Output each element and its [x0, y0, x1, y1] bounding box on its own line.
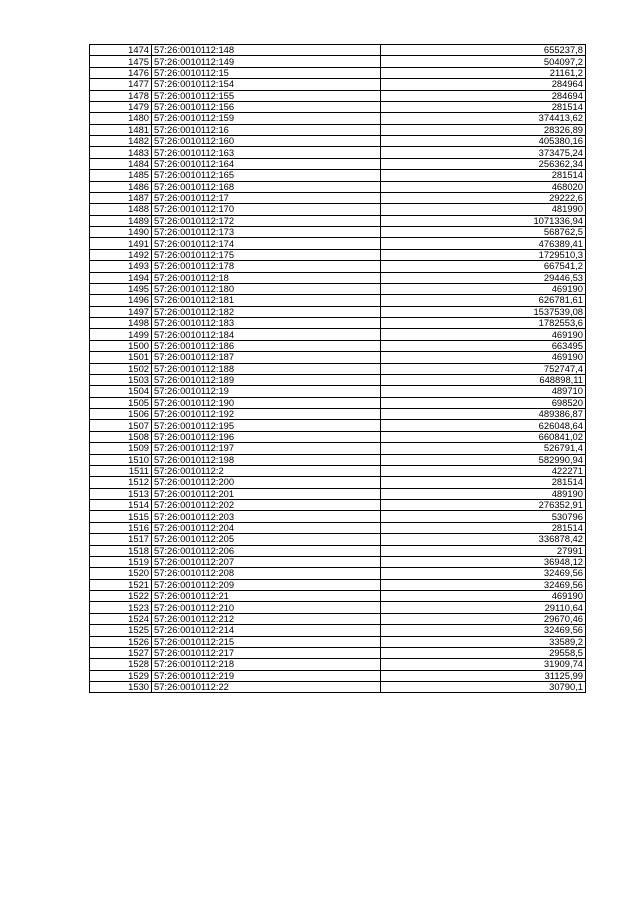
cadastral-number-cell: 57:26:0010112:182 [152, 306, 381, 317]
table-row [90, 454, 586, 465]
cadastral-value-cell: 36948,12 [381, 556, 586, 567]
row-number-cell: 1520 [90, 568, 152, 579]
table-row [90, 591, 586, 602]
cadastral-value-cell: 568762,5 [381, 227, 586, 238]
cadastral-number-cell: 57:26:0010112:2 [152, 465, 381, 476]
table-row [90, 215, 586, 226]
cadastral-number-cell: 57:26:0010112:189 [152, 374, 381, 385]
cadastral-number-cell: 57:26:0010112:197 [152, 443, 381, 454]
row-number-cell: 1528 [90, 659, 152, 670]
row-number-cell: 1523 [90, 602, 152, 613]
row-number-cell: 1481 [90, 124, 152, 135]
cadastral-number-cell: 57:26:0010112:195 [152, 420, 381, 431]
cadastral-value-cell: 276352,91 [381, 500, 586, 511]
cadastral-number-cell: 57:26:0010112:188 [152, 363, 381, 374]
cadastral-value-cell: 281514 [381, 101, 586, 112]
row-number-cell: 1487 [90, 192, 152, 203]
cadastral-value-cell: 27991 [381, 545, 586, 556]
cadastral-value-cell: 469190 [381, 591, 586, 602]
table-body [90, 45, 586, 693]
row-number-cell: 1500 [90, 340, 152, 351]
cadastral-value-cell: 667541,2 [381, 261, 586, 272]
row-number-cell: 1504 [90, 386, 152, 397]
cadastral-value-cell: 504097,2 [381, 56, 586, 67]
cadastral-value-cell: 698520 [381, 397, 586, 408]
cadastral-value-cell: 284694 [381, 90, 586, 101]
cadastral-number-cell: 57:26:0010112:209 [152, 579, 381, 590]
table-row [90, 397, 586, 408]
row-number-cell: 1527 [90, 647, 152, 658]
row-number-cell: 1492 [90, 249, 152, 260]
cadastral-number-cell: 57:26:0010112:201 [152, 488, 381, 499]
row-number-cell: 1509 [90, 443, 152, 454]
cadastral-number-cell: 57:26:0010112:163 [152, 147, 381, 158]
row-number-cell: 1483 [90, 147, 152, 158]
table-row [90, 409, 586, 420]
cadastral-value-cell: 374413,62 [381, 113, 586, 124]
cadastral-value-cell: 21161,2 [381, 67, 586, 78]
table-row [90, 329, 586, 340]
row-number-cell: 1521 [90, 579, 152, 590]
row-number-cell: 1517 [90, 534, 152, 545]
cadastral-number-cell: 57:26:0010112:205 [152, 534, 381, 545]
cadastral-value-cell: 648898,11 [381, 374, 586, 385]
cadastral-value-cell: 29670,46 [381, 613, 586, 624]
cadastral-number-cell: 57:26:0010112:217 [152, 647, 381, 658]
cadastral-value-cell: 32469,56 [381, 579, 586, 590]
cadastral-number-cell: 57:26:0010112:208 [152, 568, 381, 579]
cadastral-number-cell: 57:26:0010112:170 [152, 204, 381, 215]
cadastral-number-cell: 57:26:0010112:21 [152, 591, 381, 602]
table-row [90, 136, 586, 147]
row-number-cell: 1495 [90, 283, 152, 294]
table-row [90, 124, 586, 135]
row-number-cell: 1530 [90, 682, 152, 693]
cadastral-value-cell: 31909,74 [381, 659, 586, 670]
cadastral-value-cell: 526791,4 [381, 443, 586, 454]
cadastral-value-cell: 32469,56 [381, 568, 586, 579]
cadastral-number-cell: 57:26:0010112:214 [152, 625, 381, 636]
cadastral-value-cell: 489190 [381, 488, 586, 499]
cadastral-value-cell: 29110,64 [381, 602, 586, 613]
cadastral-value-cell: 281514 [381, 170, 586, 181]
cadastral-value-cell: 1782553,6 [381, 318, 586, 329]
cadastral-value-cell: 422271 [381, 465, 586, 476]
cadastral-number-cell: 57:26:0010112:155 [152, 90, 381, 101]
table-row [90, 181, 586, 192]
cadastral-number-cell: 57:26:0010112:15 [152, 67, 381, 78]
cadastral-number-cell: 57:26:0010112:156 [152, 101, 381, 112]
table-row [90, 443, 586, 454]
cadastral-value-cell: 752747,4 [381, 363, 586, 374]
table-row [90, 283, 586, 294]
table-row [90, 340, 586, 351]
row-number-cell: 1482 [90, 136, 152, 147]
row-number-cell: 1529 [90, 670, 152, 681]
cadastral-value-cell: 405380,16 [381, 136, 586, 147]
cadastral-number-cell: 57:26:0010112:178 [152, 261, 381, 272]
cadastral-number-cell: 57:26:0010112:168 [152, 181, 381, 192]
cadastral-number-cell: 57:26:0010112:183 [152, 318, 381, 329]
cadastral-number-cell: 57:26:0010112:215 [152, 636, 381, 647]
cadastral-number-cell: 57:26:0010112:22 [152, 682, 381, 693]
table-row [90, 158, 586, 169]
cadastral-number-cell: 57:26:0010112:17 [152, 192, 381, 203]
cadastral-number-cell: 57:26:0010112:218 [152, 659, 381, 670]
cadastral-value-cell: 476389,41 [381, 238, 586, 249]
table-row [90, 522, 586, 533]
row-number-cell: 1516 [90, 522, 152, 533]
cadastral-number-cell: 57:26:0010112:18 [152, 272, 381, 283]
cadastral-number-cell: 57:26:0010112:160 [152, 136, 381, 147]
table-row [90, 79, 586, 90]
cadastral-value-cell: 33589,2 [381, 636, 586, 647]
table-row [90, 511, 586, 522]
table-row [90, 238, 586, 249]
table-row [90, 45, 586, 56]
cadastral-value-cell: 489386,87 [381, 409, 586, 420]
row-number-cell: 1513 [90, 488, 152, 499]
row-number-cell: 1478 [90, 90, 152, 101]
cadastral-value-cell: 373475,24 [381, 147, 586, 158]
cadastral-number-cell: 57:26:0010112:173 [152, 227, 381, 238]
cadastral-value-cell: 489710 [381, 386, 586, 397]
row-number-cell: 1486 [90, 181, 152, 192]
row-number-cell: 1496 [90, 295, 152, 306]
cadastral-number-cell: 57:26:0010112:200 [152, 477, 381, 488]
cadastral-number-cell: 57:26:0010112:184 [152, 329, 381, 340]
row-number-cell: 1484 [90, 158, 152, 169]
row-number-cell: 1502 [90, 363, 152, 374]
row-number-cell: 1522 [90, 591, 152, 602]
row-number-cell: 1480 [90, 113, 152, 124]
row-number-cell: 1505 [90, 397, 152, 408]
row-number-cell: 1476 [90, 67, 152, 78]
cadastral-value-cell: 30790,1 [381, 682, 586, 693]
cadastral-number-cell: 57:26:0010112:174 [152, 238, 381, 249]
cadastral-number-cell: 57:26:0010112:204 [152, 522, 381, 533]
cadastral-number-cell: 57:26:0010112:206 [152, 545, 381, 556]
cadastral-value-cell: 32469,56 [381, 625, 586, 636]
cadastral-value-cell: 1071336,94 [381, 215, 586, 226]
cadastral-number-cell: 57:26:0010112:175 [152, 249, 381, 260]
row-number-cell: 1498 [90, 318, 152, 329]
table-row [90, 500, 586, 511]
row-number-cell: 1519 [90, 556, 152, 567]
table-row [90, 352, 586, 363]
cadastral-number-cell: 57:26:0010112:207 [152, 556, 381, 567]
cadastral-value-table [89, 44, 586, 693]
cadastral-number-cell: 57:26:0010112:198 [152, 454, 381, 465]
cadastral-value-cell: 29558,5 [381, 647, 586, 658]
cadastral-number-cell: 57:26:0010112:192 [152, 409, 381, 420]
table-row [90, 192, 586, 203]
table-row [90, 204, 586, 215]
cadastral-value-cell: 582990,94 [381, 454, 586, 465]
row-number-cell: 1477 [90, 79, 152, 90]
row-number-cell: 1501 [90, 352, 152, 363]
row-number-cell: 1507 [90, 420, 152, 431]
row-number-cell: 1490 [90, 227, 152, 238]
table-row [90, 363, 586, 374]
cadastral-value-cell: 1537539,08 [381, 306, 586, 317]
row-number-cell: 1494 [90, 272, 152, 283]
table-row [90, 625, 586, 636]
table-row [90, 56, 586, 67]
table-row [90, 227, 586, 238]
table-row [90, 261, 586, 272]
cadastral-number-cell: 57:26:0010112:190 [152, 397, 381, 408]
table-row [90, 659, 586, 670]
row-number-cell: 1512 [90, 477, 152, 488]
table-row [90, 613, 586, 624]
cadastral-number-cell: 57:26:0010112:16 [152, 124, 381, 135]
cadastral-value-cell: 1729510,3 [381, 249, 586, 260]
row-number-cell: 1489 [90, 215, 152, 226]
cadastral-number-cell: 57:26:0010112:181 [152, 295, 381, 306]
cadastral-number-cell: 57:26:0010112:165 [152, 170, 381, 181]
row-number-cell: 1493 [90, 261, 152, 272]
cadastral-number-cell: 57:26:0010112:148 [152, 45, 381, 56]
row-number-cell: 1488 [90, 204, 152, 215]
row-number-cell: 1524 [90, 613, 152, 624]
row-number-cell: 1508 [90, 431, 152, 442]
table-row [90, 682, 586, 693]
cadastral-value-cell: 663495 [381, 340, 586, 351]
cadastral-number-cell: 57:26:0010112:212 [152, 613, 381, 624]
row-number-cell: 1511 [90, 465, 152, 476]
table-row [90, 249, 586, 260]
cadastral-number-cell: 57:26:0010112:203 [152, 511, 381, 522]
row-number-cell: 1526 [90, 636, 152, 647]
table-row [90, 386, 586, 397]
table-row [90, 90, 586, 101]
cadastral-value-cell: 655237,8 [381, 45, 586, 56]
cadastral-number-cell: 57:26:0010112:186 [152, 340, 381, 351]
table-row [90, 147, 586, 158]
cadastral-number-cell: 57:26:0010112:180 [152, 283, 381, 294]
table-row [90, 431, 586, 442]
table-row [90, 170, 586, 181]
cadastral-value-cell: 336878,42 [381, 534, 586, 545]
table-row [90, 556, 586, 567]
cadastral-value-cell: 468020 [381, 181, 586, 192]
table-row [90, 465, 586, 476]
table-row [90, 318, 586, 329]
row-number-cell: 1485 [90, 170, 152, 181]
table-row [90, 420, 586, 431]
cadastral-value-cell: 29222,6 [381, 192, 586, 203]
row-number-cell: 1479 [90, 101, 152, 112]
cadastral-number-cell: 57:26:0010112:187 [152, 352, 381, 363]
row-number-cell: 1503 [90, 374, 152, 385]
table-row [90, 272, 586, 283]
row-number-cell: 1506 [90, 409, 152, 420]
table-row [90, 568, 586, 579]
table-row [90, 374, 586, 385]
cadastral-value-cell: 469190 [381, 283, 586, 294]
table-row [90, 295, 586, 306]
cadastral-value-cell: 281514 [381, 477, 586, 488]
cadastral-number-cell: 57:26:0010112:154 [152, 79, 381, 90]
table-row [90, 545, 586, 556]
cadastral-number-cell: 57:26:0010112:196 [152, 431, 381, 442]
cadastral-value-cell: 626781,61 [381, 295, 586, 306]
cadastral-number-cell: 57:26:0010112:172 [152, 215, 381, 226]
table-row [90, 636, 586, 647]
cadastral-number-cell: 57:26:0010112:149 [152, 56, 381, 67]
table-row [90, 477, 586, 488]
row-number-cell: 1525 [90, 625, 152, 636]
cadastral-value-cell: 28326,89 [381, 124, 586, 135]
row-number-cell: 1475 [90, 56, 152, 67]
cadastral-value-cell: 29446,53 [381, 272, 586, 283]
row-number-cell: 1499 [90, 329, 152, 340]
cadastral-value-cell: 481990 [381, 204, 586, 215]
table-row [90, 602, 586, 613]
row-number-cell: 1497 [90, 306, 152, 317]
table-row [90, 579, 586, 590]
cadastral-value-cell: 281514 [381, 522, 586, 533]
table-row [90, 113, 586, 124]
cadastral-value-cell: 469190 [381, 352, 586, 363]
cadastral-value-cell: 530796 [381, 511, 586, 522]
row-number-cell: 1474 [90, 45, 152, 56]
cadastral-number-cell: 57:26:0010112:219 [152, 670, 381, 681]
row-number-cell: 1518 [90, 545, 152, 556]
row-number-cell: 1491 [90, 238, 152, 249]
table-row [90, 101, 586, 112]
cadastral-number-cell: 57:26:0010112:164 [152, 158, 381, 169]
row-number-cell: 1515 [90, 511, 152, 522]
cadastral-number-cell: 57:26:0010112:210 [152, 602, 381, 613]
table-row [90, 534, 586, 545]
cadastral-number-cell: 57:26:0010112:19 [152, 386, 381, 397]
table-row [90, 306, 586, 317]
table-row [90, 488, 586, 499]
table-row [90, 670, 586, 681]
cadastral-value-cell: 660841,02 [381, 431, 586, 442]
cadastral-value-cell: 469190 [381, 329, 586, 340]
cadastral-number-cell: 57:26:0010112:202 [152, 500, 381, 511]
table-row [90, 647, 586, 658]
row-number-cell: 1510 [90, 454, 152, 465]
table-row [90, 67, 586, 78]
cadastral-value-cell: 256362,34 [381, 158, 586, 169]
cadastral-number-cell: 57:26:0010112:159 [152, 113, 381, 124]
cadastral-value-cell: 31125,99 [381, 670, 586, 681]
row-number-cell: 1514 [90, 500, 152, 511]
cadastral-value-cell: 626048,64 [381, 420, 586, 431]
cadastral-value-cell: 284964 [381, 79, 586, 90]
